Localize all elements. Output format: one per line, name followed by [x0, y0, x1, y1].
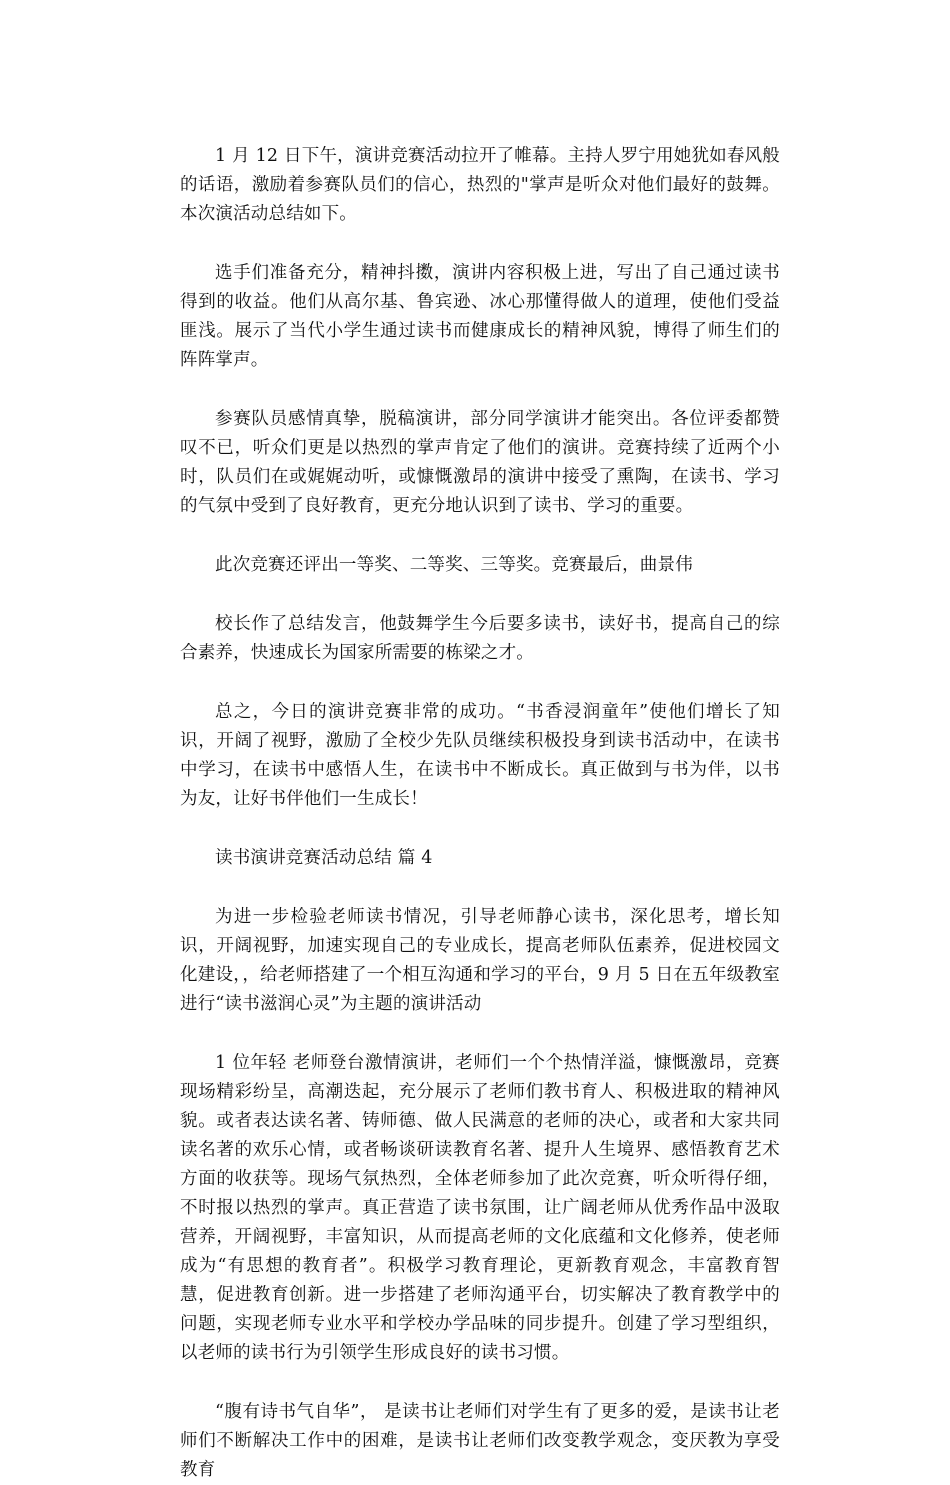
paragraph-2: 选手们准备充分，精神抖擞，演讲内容积极上进，写出了自己通过读书得到的收益。他们从高尔基、鲁宾逊、冰心那懂得做人的道理，使他们受益匪浅。展示了当代小学生通过读书而健康成长的精神风貌，博得了师生们的阵阵掌声。: [180, 263, 780, 370]
section-heading: 读书演讲竞赛活动总结 篇 4: [215, 848, 433, 868]
paragraph-9: “腹有诗书气自华”， 是读书让老师们对学生有了更多的爱，是读书让老师们不断解决工作中的困难，是读书让老师们改变教学观念，变厌教为享受教育: [180, 1402, 780, 1480]
paragraph-6: 总之，今日的演讲竞赛非常的成功。“书香浸润童年”使他们增长了知识，开阔了视野，激励了全校少先队员继续积极投身到读书活动中，在读书中学习，在读书中感悟人生，在读书中不断成长。真正做到与书为伴，以书为友，让好书伴他们一生成长！: [180, 702, 780, 809]
paragraph-7: 为进一步检验老师读书情况，引导老师静心读书，深化思考，增长知识，开阔视野，加速实现自己的专业成长，提高老师队伍素养，促进校园文化建设，，给老师搭建了一个相互沟通和学习的平台，9 月 5 日在五年级教室进行“读书滋润心灵”为主题的演讲活动: [180, 907, 780, 1014]
document-page: [180, 142, 780, 1485]
paragraph-4: 此次竞赛还评出一等奖、二等奖、三等奖。竞赛最后，曲景伟: [215, 555, 693, 575]
paragraph-5: 校长作了总结发言，他鼓舞学生今后要多读书，读好书，提高自己的综合素养，快速成长为国家所需要的栋梁之才。: [180, 614, 780, 663]
paragraph-3: 参赛队员感情真挚，脱稿演讲，部分同学演讲才能突出。各位评委都赞叹不已，听众们更是以热烈的掌声肯定了他们的演讲。竞赛持续了近两个小时，队员们在或娓娓动听，或慷慨激昂的演讲中接受了熏陶，在读书、学习的气氛中受到了良好教育，更充分地认识到了读书、学习的重要。: [180, 409, 780, 516]
paragraph-8: 1 位年轻 老师登台激情演讲，老师们一个个热情洋溢，慷慨激昂，竞赛现场精彩纷呈，高潮迭起，充分展示了老师们教书育人、积极进取的精神风貌。或者表达读名著、铸师德、做人民满意的老师的决心，或者和大家共同读名著的欢乐心情，或者畅谈研读教育名著、提升人生境界、感悟教育艺术方面的收获等。现场气氛热烈，全体老师参加了此次竞赛，听众听得仔细，不时报以热烈的掌声。真正营造了读书氛围，让广阔老师从优秀作品中汲取营养，开阔视野，丰富知识，从而提高老师的文化底蕴和文化修养，使老师成为“有思想的教育者”。积极学习教育理论，更新教育观念，丰富教育智慧，促进教育创新。进一步搭建了老师沟通平台，切实解决了教育教学中的问题，实现老师专业水平和学校办学品味的同步提升。创建了学习型组织，以老师的读书行为引领学生形成良好的读书习惯。: [180, 1053, 780, 1363]
paragraph-1: 1 月 12 日下午，演讲竞赛活动拉开了帷幕。主持人罗宁用她犹如春风般的话语，激励着参赛队员们的信心，热烈的"掌声是听众对他们最好的鼓舞。本次演活动总结如下。: [180, 146, 780, 224]
